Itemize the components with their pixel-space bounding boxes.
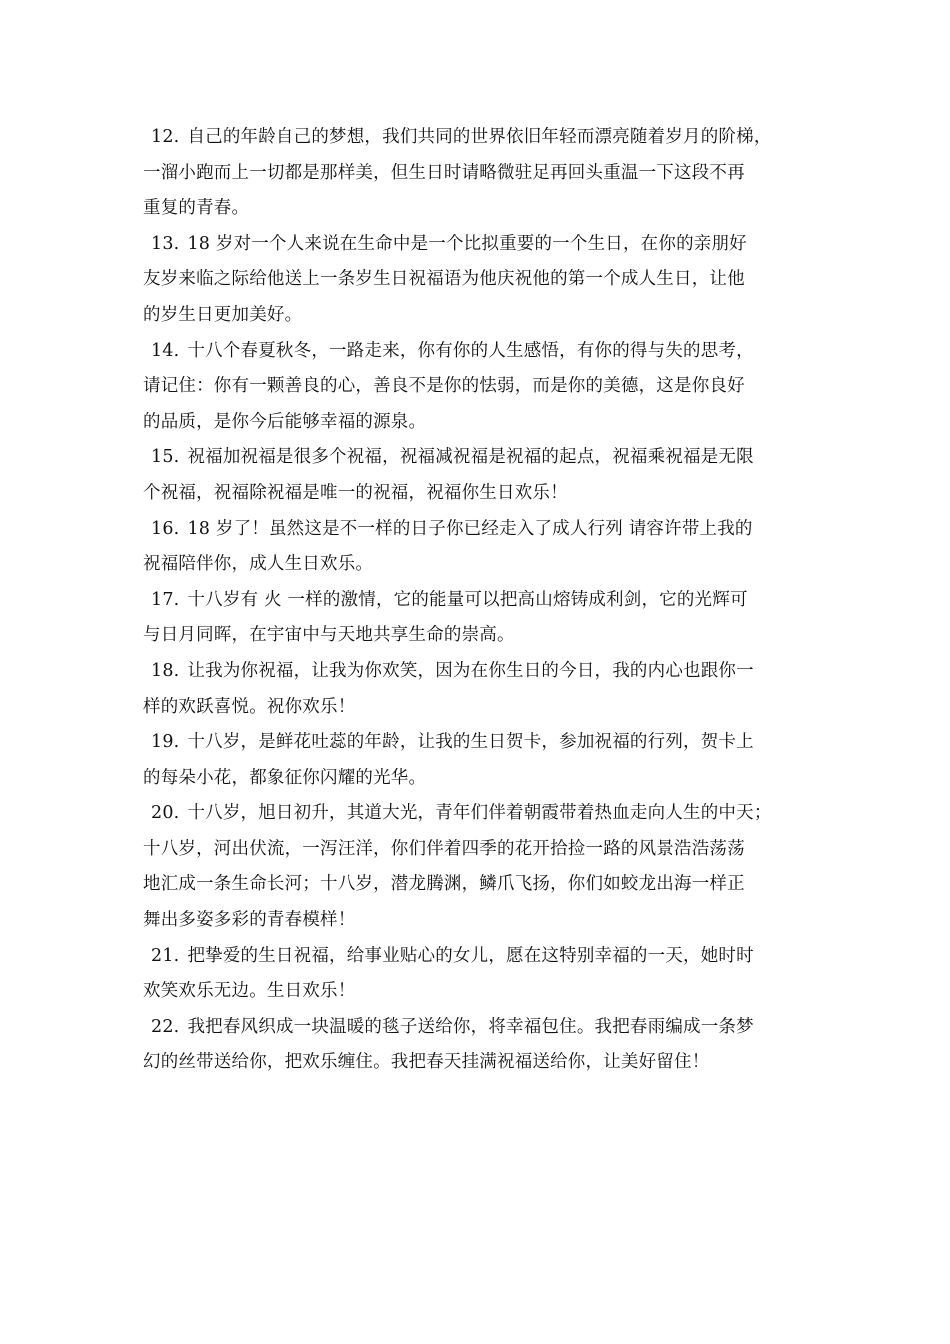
item-text: 我把春风织成一块温暖的毯子送给你，将幸福包住。我把春雨编成一条梦 xyxy=(187,1016,754,1037)
item-line: 舞出多姿多彩的青春模样！ xyxy=(143,910,356,931)
item-line xyxy=(143,796,813,832)
item-number: 16. xyxy=(151,518,180,539)
item-line: 十八岁，河出伏流，一泻汪洋，你们伴着四季的花开拾捡一路的风景浩浩荡荡 xyxy=(143,838,745,859)
list-item-15 xyxy=(143,440,813,511)
list-item-22 xyxy=(143,1010,813,1081)
item-line: 欢笑欢乐无边。生日欢乐！ xyxy=(143,981,356,1002)
item-line: 幻的丝带送给你，把欢乐缠住。我把春天挂满祝福送给你，让美好留住！ xyxy=(143,1052,710,1073)
item-line: 请记住：你有一颗善良的心，善良不是你的怯弱，而是你的美德，这是你良好 xyxy=(143,376,745,397)
item-number: 17. xyxy=(151,589,180,610)
item-line xyxy=(143,120,813,156)
list-item-19 xyxy=(143,725,813,796)
item-text: 十八岁有 火 一样的激情，它的能量可以把高山熔铸成利剑，它的光辉可 xyxy=(187,589,748,610)
list-item-21 xyxy=(143,939,813,1010)
list-item-17 xyxy=(143,583,813,654)
item-line: 的岁生日更加美好。 xyxy=(143,304,303,325)
item-line xyxy=(143,1010,813,1046)
item-line: 地汇成一条生命长河；十八岁，潜龙腾渊，鳞爪飞扬，你们如蛟龙出海一样正 xyxy=(143,874,745,895)
item-line: 的品质，是你今后能够幸福的源泉。 xyxy=(143,411,427,432)
document-body xyxy=(143,120,813,1081)
item-number: 13. xyxy=(151,233,180,254)
item-text: 十八个春夏秋冬，一路走来，你有你的人生感悟，有你的得与失的思考， xyxy=(187,340,754,361)
item-text: 18 岁对一个人来说在生命中是一个比拟重要的一个生日，在你的亲朋好 xyxy=(187,233,747,254)
list-item-16 xyxy=(143,512,813,583)
item-number: 22. xyxy=(151,1016,180,1037)
item-number: 18. xyxy=(151,660,180,681)
item-number: 21. xyxy=(151,945,180,966)
item-text: 祝福加祝福是很多个祝福，祝福减祝福是祝福的起点，祝福乘祝福是无限 xyxy=(187,447,754,468)
item-text: 让我为你祝福，让我为你欢笑，因为在你生日的今日，我的内心也跟你一 xyxy=(187,660,754,681)
item-number: 19. xyxy=(151,732,180,753)
item-line xyxy=(143,440,813,476)
item-line xyxy=(143,227,813,263)
item-line xyxy=(143,334,813,370)
item-number: 20. xyxy=(151,803,180,824)
list-item-14 xyxy=(143,334,813,441)
item-number: 15. xyxy=(151,447,180,468)
item-text: 自己的年龄自己的梦想，我们共同的世界依旧年轻而漂亮随着岁月的阶梯， xyxy=(187,127,772,147)
item-line: 与日月同晖，在宇宙中与天地共享生命的崇高。 xyxy=(143,625,515,646)
item-line: 的每朵小花，都象征你闪耀的光华。 xyxy=(143,767,427,788)
item-line xyxy=(143,725,813,761)
item-text: 十八岁，旭日初升，其道大光，青年们伴着朝霞带着热血走向人生的中天； xyxy=(187,803,772,824)
item-line: 祝福陪伴你，成人生日欢乐。 xyxy=(143,554,374,575)
list-item-18 xyxy=(143,654,813,725)
item-number: 12. xyxy=(151,127,180,147)
item-line xyxy=(143,939,813,975)
item-text: 把挚爱的生日祝福，给事业贴心的女儿，愿在这特别幸福的一天，她时时 xyxy=(187,945,754,966)
item-line: 个祝福，祝福除祝福是唯一的祝福，祝福你生日欢乐！ xyxy=(143,482,568,503)
item-text: 十八岁，是鲜花吐蕊的年龄，让我的生日贺卡，参加祝福的行列，贺卡上 xyxy=(187,732,754,753)
list-item-12 xyxy=(143,120,813,227)
item-line: 友岁来临之际给他送上一条岁生日祝福语为他庆祝他的第一个成人生日，让他 xyxy=(143,269,745,290)
item-line xyxy=(143,512,813,548)
item-line: 一溜小跑而上一切都是那样美，但生日时请略微驻足再回头重温一下这段不再 xyxy=(143,162,745,183)
item-line: 重复的青春。 xyxy=(143,198,250,219)
item-line xyxy=(143,654,813,690)
list-item-13 xyxy=(143,227,813,334)
list-item-20 xyxy=(143,796,813,938)
item-line xyxy=(143,583,813,619)
item-text: 18 岁了！虽然这是不一样的日子你已经走入了成人行列 请容许带上我的 xyxy=(187,518,753,539)
item-number: 14. xyxy=(151,340,180,361)
item-line: 样的欢跃喜悦。祝你欢乐！ xyxy=(143,696,356,717)
